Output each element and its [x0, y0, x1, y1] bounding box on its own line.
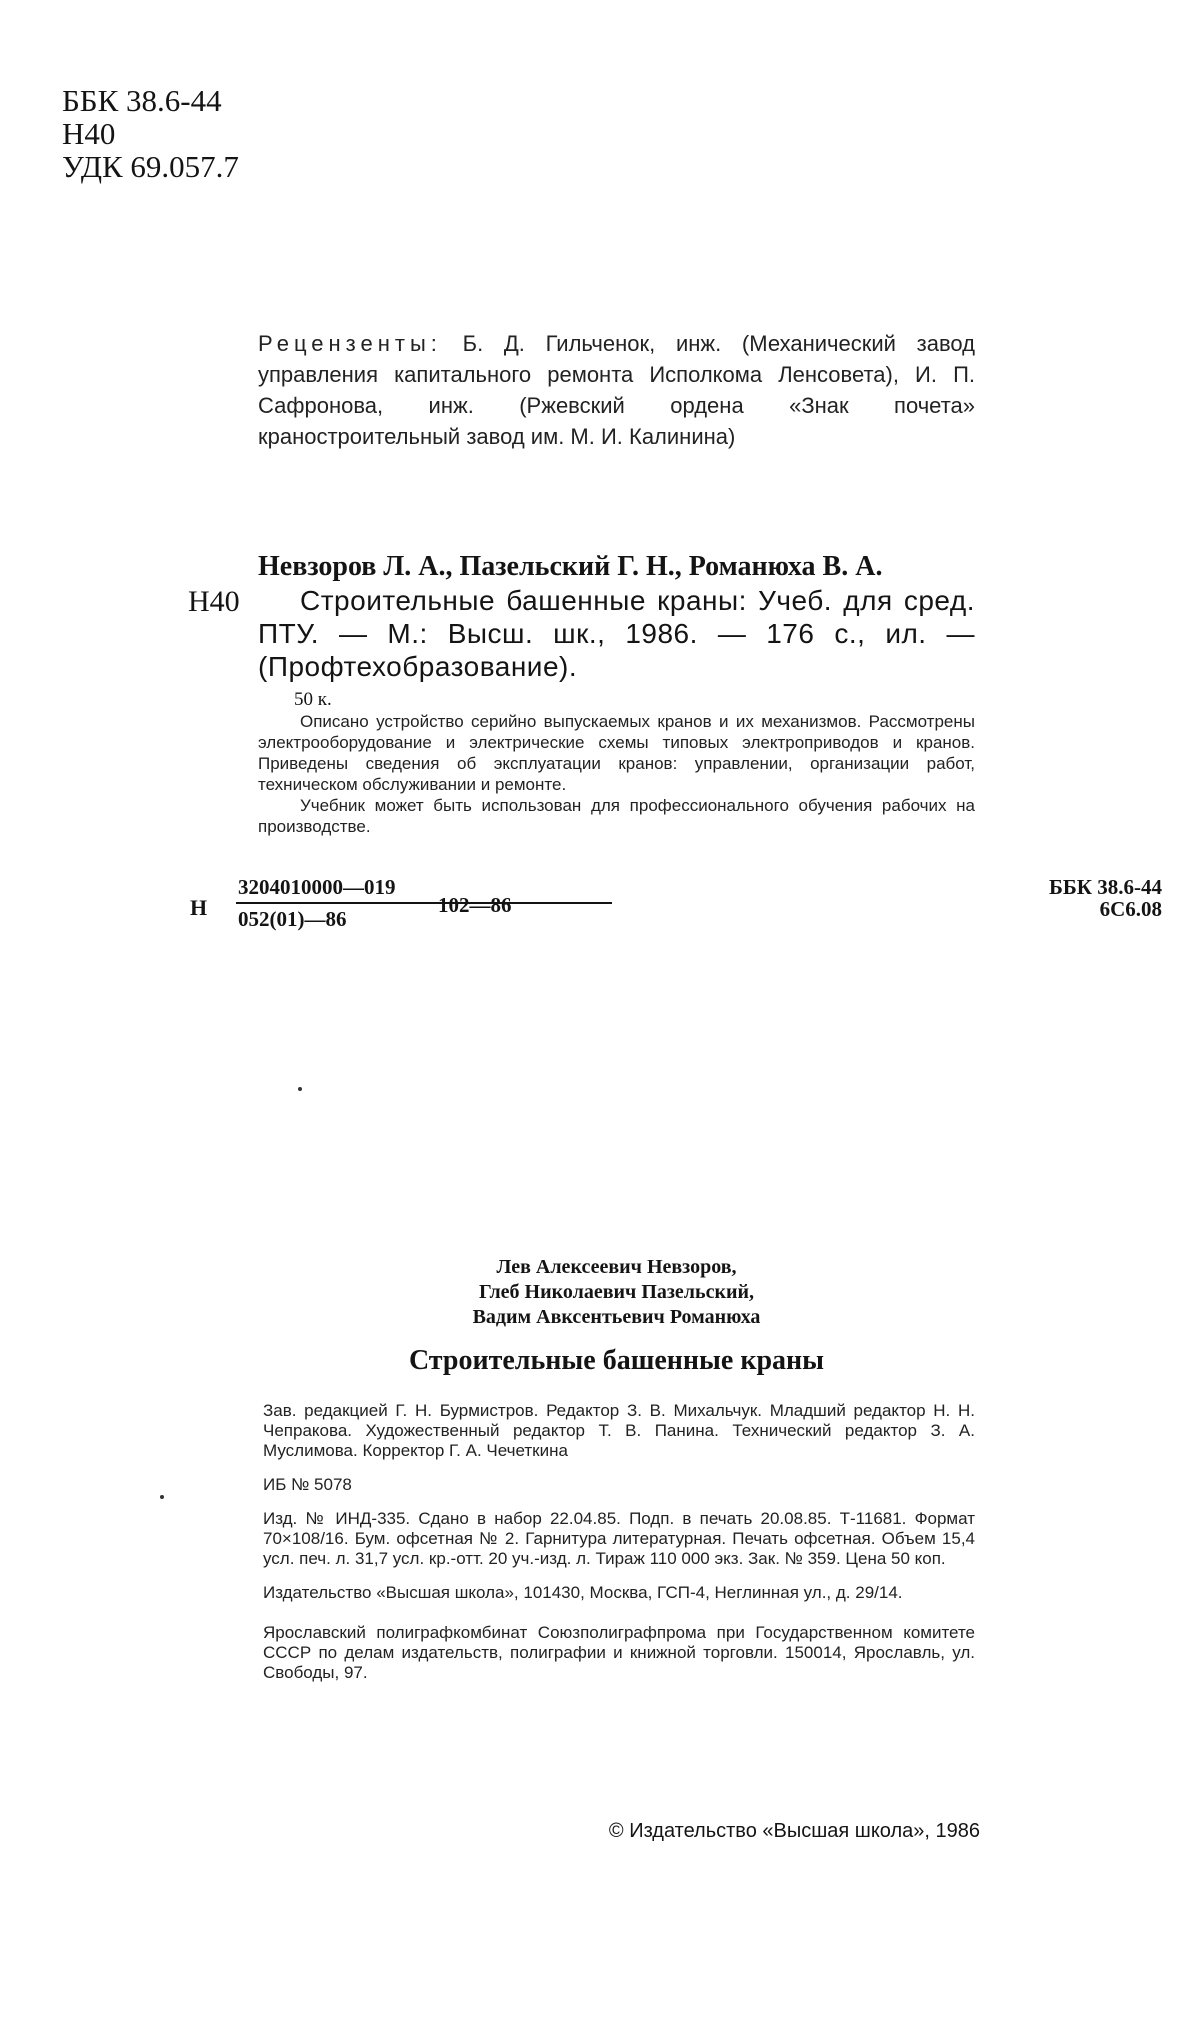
- catalog-code: Н40: [188, 585, 240, 618]
- formula-right: 102—86: [438, 893, 512, 917]
- colophon-author: Вадим Авксентьевич Романюха: [472, 1306, 761, 1328]
- colophon-block: [263, 1401, 975, 1697]
- author-mark: Н40: [62, 116, 116, 151]
- speck-dot: [298, 1087, 302, 1091]
- reviewers-text: Б. Д. Гильченок, инж. (Механический завод управления капитального ремонта Исполкома Ленсовета), И. П. Сафронова, инж. (Ржевский ордена «Знак почета» краностроительный завод им. М. И. Калинина): [258, 331, 975, 449]
- reviewers-block: [258, 328, 975, 452]
- colophon-publishing-info: Изд. № ИНД-335. Сдано в набор 22.04.85. Подп. в печать 20.08.85. Т-11681. Формат 70×108/16. Бум. офсетная № 2. Гарнитура литературная. Печать офсетная. Объем 15,4 усл. печ. л. 31,7 усл. кр.-отт. 20 уч.-изд. л. Тираж 110 000 экз. Зак. № 359. Цена 50 коп.: [263, 1509, 975, 1568]
- card-abstract: Описано устройство серийно выпускаемых кранов и их механизмов. Рассмотрены электрооборудование и электрические схемы типовых электроприводов и кранов. Приведены сведения об эксплуатации кранов: управлении, организации работ, техническом обслуживании и ремонте.: [258, 712, 975, 794]
- catalog-card: [258, 550, 975, 837]
- card-price: 50 к.: [294, 689, 332, 710]
- formula-bbk: ББК 38.6-44: [1049, 875, 1162, 899]
- udk-code: УДК 69.057.7: [62, 149, 239, 184]
- colophon-author: Глеб Николаевич Пазельский,: [478, 1281, 755, 1303]
- card-authors: Невзоров Л. А., Пазельский Г. Н., Романюха В. А.: [258, 551, 883, 582]
- classification-block: [62, 84, 239, 183]
- formula-bbk-extra: 6С6.08: [1099, 897, 1162, 921]
- bbk-code: ББК 38.6-44: [62, 83, 222, 118]
- colophon-ib: ИБ № 5078: [263, 1475, 352, 1494]
- colophon-editors: Зав. редакцией Г. Н. Бурмистров. Редактор З. В. Михальчук. Младший редактор Н. Н. Чепракова. Художественный редактор Т. В. Панина. Технический редактор З. А. Муслимова. Корректор Г. А. Чечеткина: [263, 1401, 975, 1460]
- speck-dot: [160, 1495, 164, 1499]
- card-abstract-usage: Учебник может быть использован для профессионального обучения рабочих на производстве.: [258, 796, 975, 836]
- colophon-authors: [258, 1255, 975, 1330]
- formula-letter: Н: [190, 895, 208, 920]
- formula-denominator: 052(01)—86: [238, 907, 347, 931]
- colophon-publisher: Издательство «Высшая школа», 101430, Москва, ГСП-4, Неглинная ул., д. 29/14.: [263, 1583, 903, 1602]
- fraction-line: [236, 902, 612, 904]
- formula-numerator: 3204010000—019: [238, 875, 396, 899]
- copyright: © Издательство «Высшая школа», 1986: [608, 1820, 980, 1842]
- reviewers-label: Рецензенты:: [258, 331, 442, 356]
- colophon-author: Лев Алексеевич Невзоров,: [496, 1256, 737, 1278]
- colophon-printer: Ярославский полиграфкомбинат Союзполиграфпрома при Государственном комитете СССР по делам издательств, полиграфии и книжной торговли. 150014, Ярославль, ул. Свободы, 97.: [263, 1623, 975, 1682]
- book-title: Строительные башенные краны: [408, 1345, 825, 1376]
- card-title-info: Строительные башенные краны: Учеб. для сред. ПТУ. — М.: Высш. шк., 1986. — 176 с., ил. — (Профтехобразование).: [258, 585, 975, 682]
